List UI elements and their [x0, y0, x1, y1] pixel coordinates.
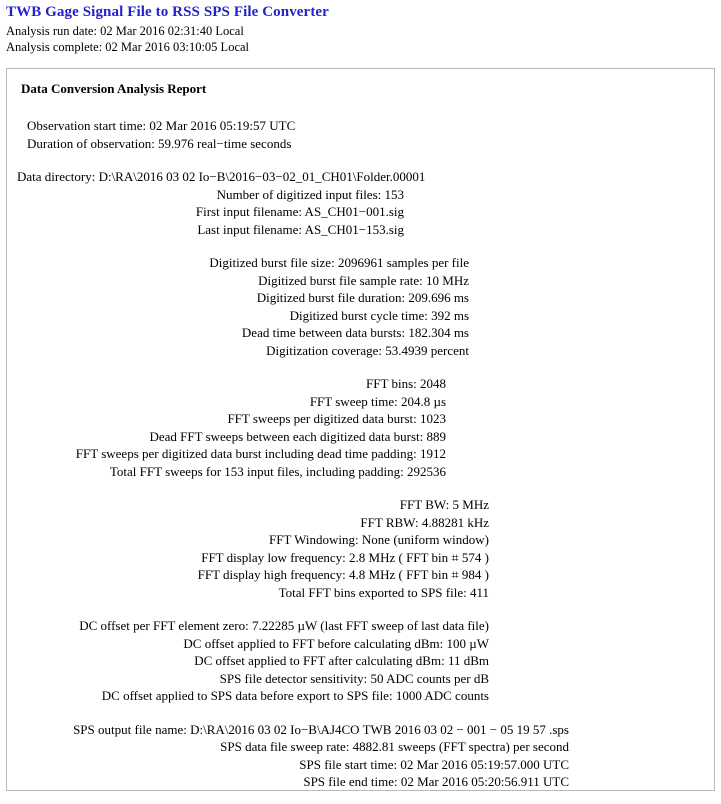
observation-start-time: Observation start time: 02 Mar 2016 05:19:57 UTC — [27, 118, 296, 133]
page-title: TWB Gage Signal File to RSS SPS File Converter — [6, 4, 329, 20]
analysis-complete-date: Analysis complete: 02 Mar 2016 03:10:05 Local — [6, 40, 250, 54]
report-panel — [6, 68, 715, 791]
fft-bins: FFT bins: 2048 — [366, 376, 446, 391]
burst-file-duration: Digitized burst file duration: 209.696 ms — [256, 290, 469, 305]
report-heading: Data Conversion Analysis Report — [21, 81, 207, 96]
fft-display-low-frequency: FFT display low frequency: 2.8 MHz ( FFT bin ⌗ 574 ) — [201, 549, 489, 565]
sps-data-sweep-rate: SPS data file sweep rate: 4882.81 sweeps (FFT spectra) per second — [220, 739, 569, 754]
dc-offset-after-dbm: DC offset applied to FFT after calculating dBm: 11 dBm — [194, 653, 489, 668]
fft-bw: FFT BW: 5 MHz — [399, 497, 489, 512]
data-directory: Data directory: D:\RA\2016 03 02 Io−B\2016−03−02_01_CH01\Folder.00001 — [17, 169, 426, 184]
burst-cycle-time: Digitized burst cycle time: 392 ms — [289, 307, 469, 323]
report-group-burst-parameters — [17, 254, 704, 359]
fft-sweep-time: FFT sweep time: 204.8 µs — [309, 393, 446, 409]
last-input-filename: Last input filename: AS_CH01−153.sig — [197, 221, 404, 237]
report-group-fft-sweeps — [17, 375, 704, 480]
fft-display-high-frequency: FFT display high frequency: 4.8 MHz ( FFT bin ⌗ 984 ) — [197, 567, 489, 582]
digitization-coverage: Digitization coverage: 53.4939 percent — [266, 342, 469, 358]
dc-offset-before-dbm: DC offset applied to FFT before calculating dBm: 100 µW — [183, 635, 489, 651]
fft-rbw: FFT RBW: 4.88281 kHz — [360, 514, 489, 530]
burst-file-size: Digitized burst file size: 2096961 samples per file — [209, 255, 469, 270]
sps-file-end-time: SPS file end time: 02 Mar 2016 05:20:56.911 UTC — [303, 774, 569, 789]
sps-file-start-time: SPS file start time: 02 Mar 2016 05:19:57.000 UTC — [299, 756, 569, 772]
first-input-filename: First input filename: AS_CH01−001.sig — [195, 204, 404, 219]
report-group-observation — [17, 117, 704, 152]
total-fft-sweeps: Total FFT sweeps for 153 input files, including padding: 292536 — [109, 463, 446, 479]
fft-sweeps-with-padding: FFT sweeps per digitized data burst including dead time padding: 1912 — [75, 446, 446, 461]
analysis-run-date: Analysis run date: 02 Mar 2016 02:31:40 Local — [6, 24, 244, 38]
burst-file-sample-rate: Digitized burst file sample rate: 10 MHz — [258, 272, 469, 288]
dead-time-between-bursts: Dead time between data bursts: 182.304 ms — [241, 325, 469, 340]
number-of-input-files: Number of digitized input files: 153 — [216, 186, 404, 202]
report-group-dc-offsets — [17, 617, 704, 705]
report-group-sps-output — [17, 721, 704, 791]
report-group-input-files — [17, 168, 704, 238]
report-group-fft-settings — [17, 496, 704, 601]
fft-windowing: FFT Windowing: None (uniform window) — [269, 532, 489, 547]
dc-offset-before-export: DC offset applied to SPS data before export to SPS file: 1000 ADC counts — [101, 688, 489, 703]
dead-fft-sweeps: Dead FFT sweeps between each digitized data burst: 889 — [149, 428, 446, 444]
total-fft-bins-exported: Total FFT bins exported to SPS file: 411 — [278, 584, 489, 600]
observation-duration: Duration of observation: 59.976 real−time seconds — [27, 135, 292, 151]
fft-sweeps-per-burst: FFT sweeps per digitized data burst: 1023 — [227, 411, 446, 426]
sps-detector-sensitivity: SPS file detector sensitivity: 50 ADC counts per dB — [219, 670, 489, 686]
dc-offset-per-fft-element-zero: DC offset per FFT element zero: 7.22285 µW (last FFT sweep of last data file) — [79, 618, 489, 633]
sps-output-file-name: SPS output file name: D:\RA\2016 03 02 Io−B\AJ4CO TWB 2016 03 02 − 001 − 05 19 57 .sps — [73, 721, 569, 737]
run-info-block — [0, 23, 721, 55]
